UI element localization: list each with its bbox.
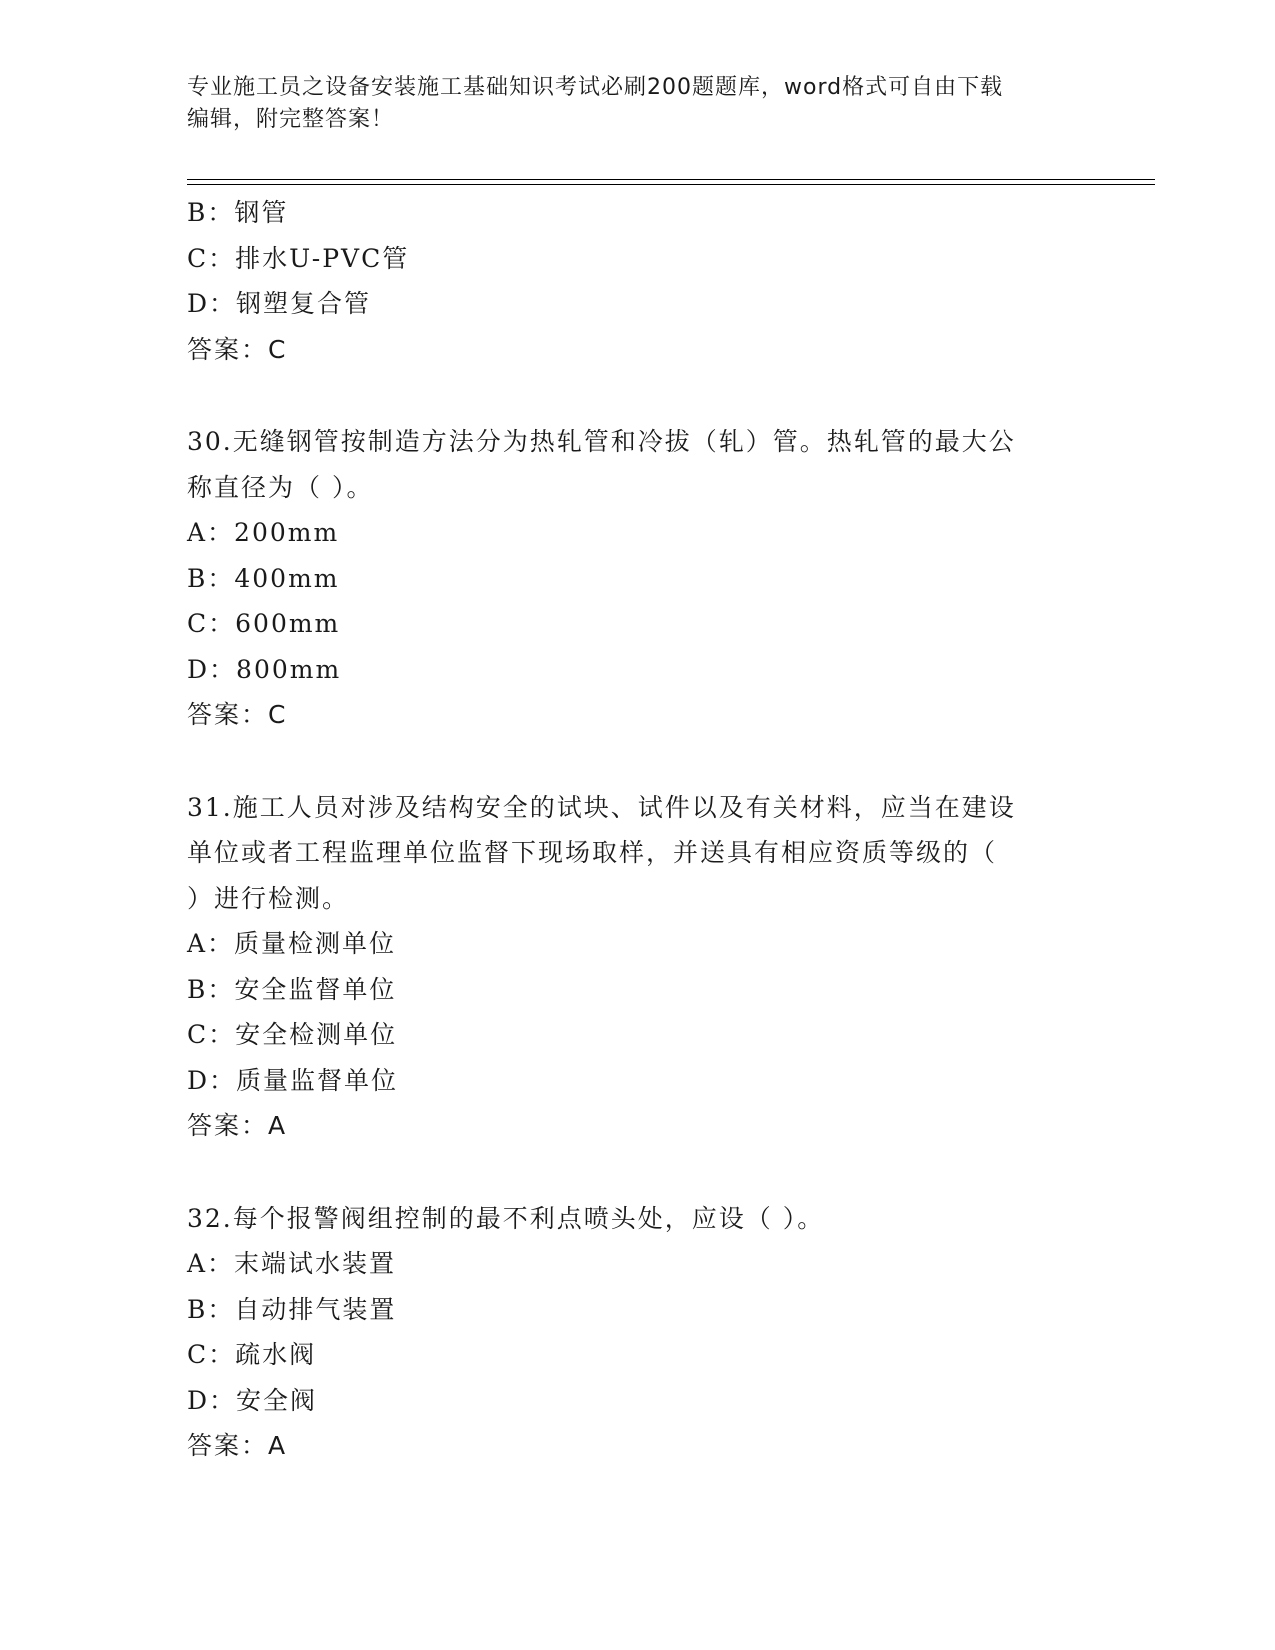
question-stem: 单位或者工程监理单位监督下现场取样，并送具有相应资质等级的（: [187, 838, 998, 867]
answer: 答案：A: [187, 1111, 288, 1140]
answer: 答案：C: [187, 700, 288, 729]
option-c: C：600mm: [187, 609, 341, 638]
spacer: [187, 372, 1087, 419]
header-divider-top: [187, 179, 1155, 180]
answer: 答案：C: [187, 334, 288, 364]
option-d: D：800mm: [187, 654, 342, 684]
question-stem: 30.无缝钢管按制造方法分为热轧管和冷拔（轧）管。热轧管的最大公: [187, 427, 1016, 456]
question-stem: ）进行检测。: [187, 883, 350, 913]
header-divider-bottom: [187, 184, 1155, 185]
answer: 答案：A: [187, 1431, 288, 1460]
option-a: A：末端试水装置: [187, 1249, 397, 1278]
option-c: C：安全检测单位: [187, 1020, 398, 1049]
question-stem: 称直径为（ ）。: [187, 472, 374, 502]
option-c: C：疏水阀: [187, 1340, 317, 1369]
option-a: A：质量检测单位: [187, 929, 397, 958]
option-b: B：钢管: [187, 198, 289, 227]
header-line-2: 编辑，附完整答案！: [187, 107, 395, 132]
question-32: [187, 1196, 1087, 1469]
question-stem: 32.每个报警阀组控制的最不利点喷头处，应设（ ）。: [187, 1203, 825, 1233]
question-30: [187, 419, 1087, 738]
option-b: B：自动排气装置: [187, 1294, 397, 1324]
header-line-1: 专业施工员之设备安装施工基础知识考试必刷200题题库，word格式可自由下载: [187, 75, 1004, 100]
option-b: B：400mm: [187, 563, 340, 593]
question-stem: 31.施工人员对涉及结构安全的试块、试件以及有关材料，应当在建设: [187, 792, 1016, 822]
option-d: D：钢塑复合管: [187, 289, 372, 318]
spacer: [187, 1149, 1087, 1196]
spacer: [187, 738, 1087, 785]
continued-question: [187, 190, 1087, 372]
document-header: [187, 72, 1087, 136]
option-c: C：排水U-PVC管: [187, 243, 410, 273]
option-a: A：200mm: [187, 518, 340, 547]
question-31: [187, 785, 1087, 1149]
question-content: [187, 190, 1087, 1469]
option-b: B：安全监督单位: [187, 974, 397, 1004]
option-d: D：安全阀: [187, 1385, 318, 1415]
option-d: D：质量监督单位: [187, 1065, 399, 1095]
